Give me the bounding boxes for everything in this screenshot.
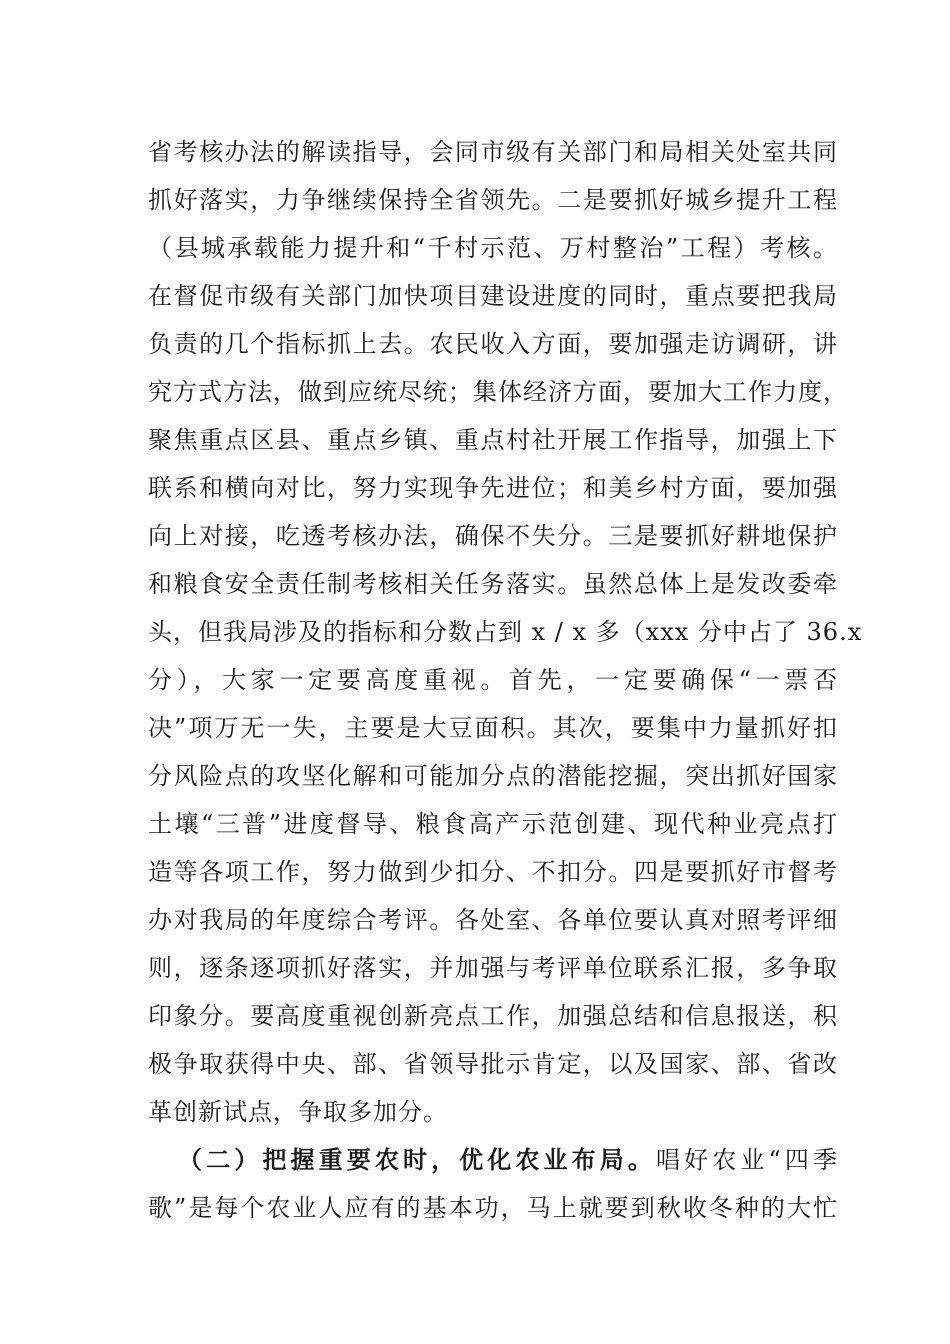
paragraph-line-last: 革创新试点，争取多加分。 (148, 1098, 448, 1126)
paragraph-line: 分），大家一定要高度重视。首先，一定要确保“一票否 (148, 666, 838, 694)
body-text (148, 128, 863, 1232)
paragraph-line: 办对我局的年度综合考评。各处室、各单位要认真对照考评细 (148, 906, 838, 934)
section-heading-continuation: 唱好农业“四季 (656, 1146, 838, 1174)
paragraph-line: 负责的几个指标抓上去。农民收入方面，要加强走访调研，讲 (148, 330, 838, 358)
paragraph-line: 究方式方法，做到应统尽统；集体经济方面，要加大工作力度， (148, 378, 848, 406)
paragraph-line: 向上对接，吃透考核办法，确保不失分。三是要抓好耕地保护 (148, 522, 838, 550)
section-heading: （二）把握重要农时，优化农业布局。 (178, 1145, 657, 1174)
paragraph-line: 联系和横向对比，努力实现争先进位；和美乡村方面，要加强 (148, 474, 838, 502)
paragraph-line: 印象分。要高度重视创新亮点工作，加强总结和信息报送，积 (148, 1002, 838, 1030)
paragraph-line: 聚焦重点区县、重点乡镇、重点村社开展工作指导，加强上下 (148, 426, 838, 454)
paragraph-line: 造等各项工作，努力做到少扣分、不扣分。四是要抓好市督考 (148, 858, 838, 886)
paragraph-line: 土壤“三普”进度督导、粮食高产示范创建、现代种业亮点打 (148, 810, 838, 838)
paragraph-line: 头，但我局涉及的指标和分数占到 x / x 多（xxx 分中占了 36.x (148, 618, 863, 646)
paragraph-line: 省考核办法的解读指导，会同市级有关部门和局相关处室共同 (148, 138, 838, 166)
section-heading-line (148, 1136, 838, 1184)
paragraph-line: 决”项万无一失，主要是大豆面积。其次，要集中力量抓好扣 (148, 714, 838, 742)
paragraph-line: （县城承载能力提升和“千村示范、万村整治”工程）考核。 (148, 234, 838, 262)
paragraph-line: 分风险点的攻坚化解和可能加分点的潜能挖掘，突出抓好国家 (148, 762, 838, 790)
paragraph-line: 则，逐条逐项抓好落实，并加强与考评单位联系汇报，多争取 (148, 954, 838, 982)
paragraph-line: 抓好落实，力争继续保持全省领先。二是要抓好城乡提升工程 (148, 186, 838, 214)
paragraph-line: 在督促市级有关部门加快项目建设进度的同时，重点要把我局 (148, 282, 838, 310)
paragraph-line: 极争取获得中央、部、省领导批示肯定，以及国家、部、省改 (148, 1050, 838, 1078)
paragraph-line: 和粮食安全责任制考核相关任务落实。虽然总体上是发改委牵 (148, 570, 838, 598)
paragraph-line: 歌”是每个农业人应有的基本功，马上就要到秋收冬种的大忙 (148, 1194, 838, 1222)
